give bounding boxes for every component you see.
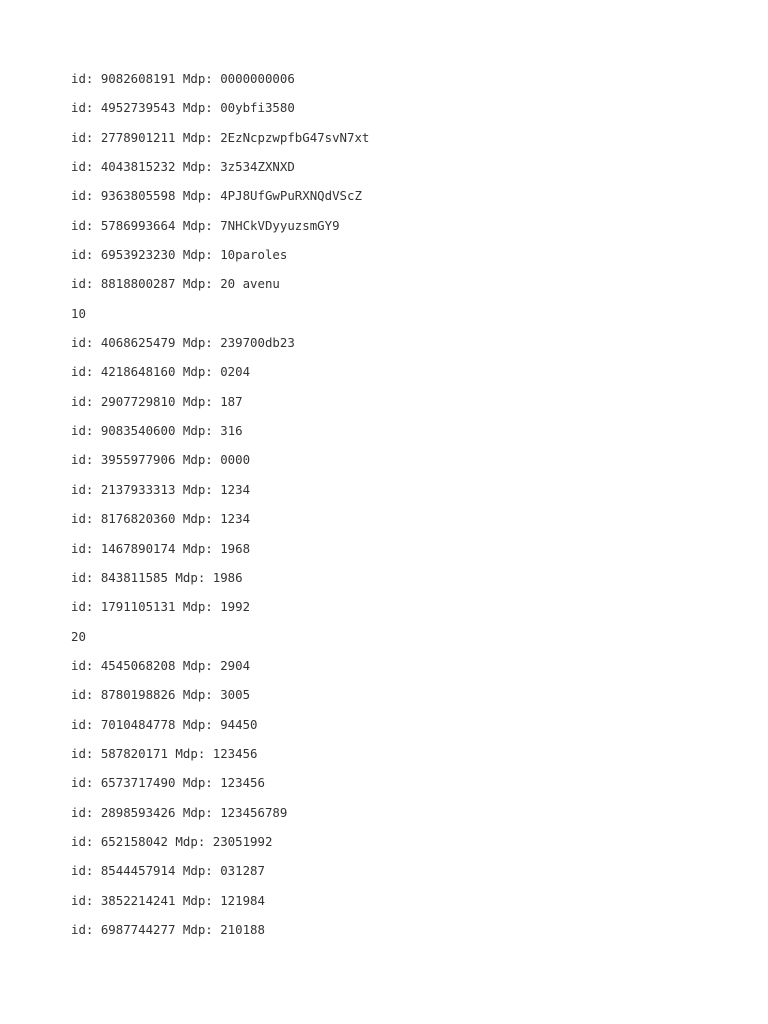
text-line: id: 843811585 Mdp: 1986 [71,569,243,585]
text-line: id: 9082608191 Mdp: 0000000006 [71,71,295,86]
text-line: id: 1467890174 Mdp: 1968 [71,540,251,556]
text-line: id: 9083540600 Mdp: 316 [71,423,243,439]
text-line: id: 6573717490 Mdp: 123456 [71,775,265,791]
text-line: id: 6987744277 Mdp: 210188 [71,921,265,937]
text-line: id: 587820171 Mdp: 123456 [71,745,258,761]
text-line: id: 9363805598 Mdp: 4PJ8UfGwPuRXNQdVScZ [71,188,362,204]
text-line: id: 5786993664 Mdp: 7NHCkVDyyuzsmGY9 [71,217,340,233]
text-line: id: 8544457914 Mdp: 031287 [71,863,265,879]
text-line: id: 4068625479 Mdp: 239700db23 [71,335,295,351]
text-line: id: 4043815232 Mdp: 3z534ZXNXD [71,159,295,175]
text-line: id: 1791105131 Mdp: 1992 [71,599,251,615]
text-line: id: 6953923230 Mdp: 10paroles [71,247,288,263]
text-line: id: 2137933313 Mdp: 1234 [71,481,251,497]
text-line: id: 7010484778 Mdp: 94450 [71,716,258,732]
text-line: id: 652158042 Mdp: 23051992 [71,833,273,849]
text-line: id: 3852214241 Mdp: 121984 [71,892,265,908]
text-line: id: 4545068208 Mdp: 2904 [71,657,251,673]
document-body [71,70,711,950]
text-line: id: 2898593426 Mdp: 123456789 [71,804,288,820]
text-line: id: 8780198826 Mdp: 3005 [71,687,251,703]
text-line: id: 2778901211 Mdp: 2EzNcpzwpfbG47svN7xt [71,129,370,145]
text-line: id: 4952739543 Mdp: 00ybfi3580 [71,100,295,116]
text-line: id: 4218648160 Mdp: 0204 [71,364,251,380]
text-line: id: 8176820360 Mdp: 1234 [71,511,251,527]
line-count-marker: 20 [71,628,86,644]
text-line: id: 3955977906 Mdp: 0000 [71,452,251,468]
text-line: id: 8818800287 Mdp: 20 avenu [71,276,280,292]
text-line: id: 2907729810 Mdp: 187 [71,393,243,409]
line-count-marker: 10 [71,305,86,321]
